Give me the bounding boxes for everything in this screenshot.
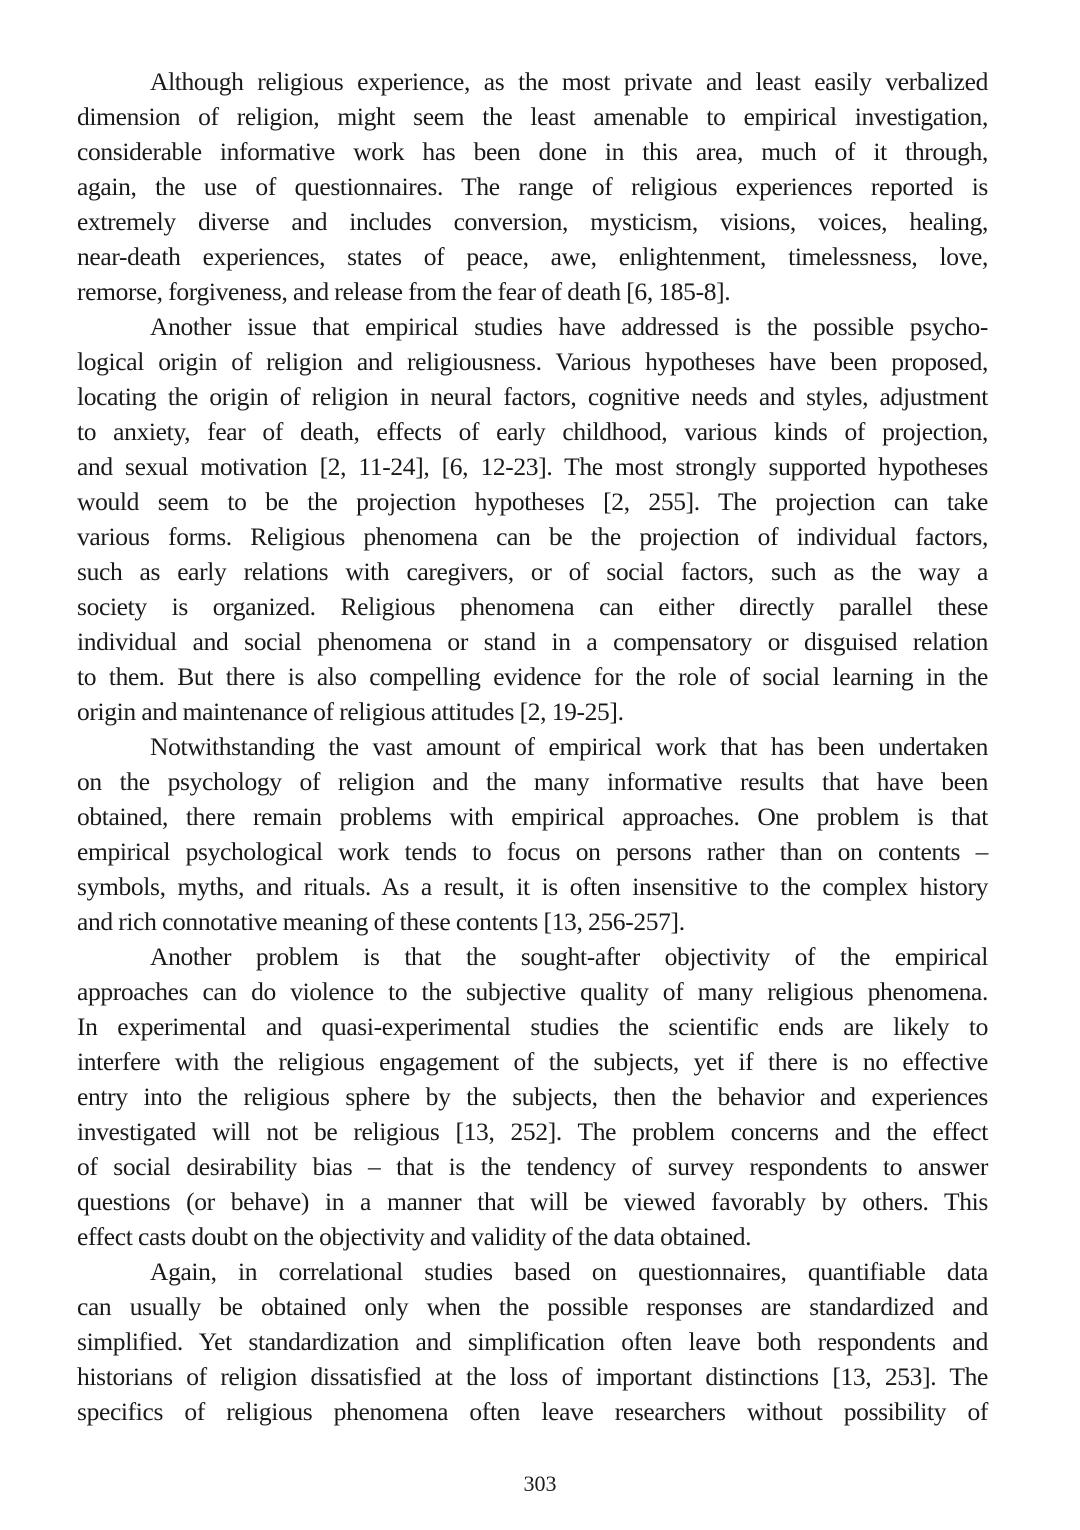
text-line: empirical psychological work tends to focus on persons rather than on contents –: [77, 837, 988, 866]
paragraph-correlational-studies: [77, 1254, 988, 1429]
text-line: obtained, there remain problems with empirical approaches. One problem is that: [77, 802, 988, 831]
text-line: near-death experiences, states of peace, awe, enlightenment, timelessness, love,: [77, 242, 988, 271]
text-line: such as early relations with caregivers, or of social factors, such as the way a: [77, 557, 988, 586]
paragraph-empirical-problems: [77, 729, 988, 939]
text-line: to them. But there is also compelling evidence for the role of social learning in the: [77, 662, 988, 691]
text-line: dimension of religion, might seem the least amenable to empirical investigation,: [77, 102, 988, 131]
text-line: and sexual motivation [2, 11-24], [6, 12-23]. The most strongly supported hypotheses: [77, 452, 988, 481]
text-line: Notwithstanding the vast amount of empirical work that has been undertaken: [150, 732, 988, 761]
text-line: symbols, myths, and rituals. As a result, it is often insensitive to the complex history: [77, 872, 988, 901]
paragraph-psychological-origin: [77, 309, 988, 729]
text-line: effect casts doubt on the objectivity and validity of the data obtained.: [77, 1222, 752, 1251]
text-line: society is organized. Religious phenomena can either directly parallel these: [77, 592, 988, 621]
document-page-body: [77, 64, 988, 1429]
paragraph-religious-experience: [77, 64, 988, 309]
text-line: Again, in correlational studies based on questionnaires, quantifiable data: [150, 1257, 988, 1286]
text-line: origin and maintenance of religious attitudes [2, 19-25].: [77, 697, 624, 726]
text-line: specifics of religious phenomena often leave researchers without possibility of: [77, 1397, 988, 1426]
text-line: interfere with the religious engagement of the subjects, yet if there is no effective: [77, 1047, 988, 1076]
text-line: approaches can do violence to the subjective quality of many religious phenomena.: [77, 977, 988, 1006]
text-line: remorse, forgiveness, and release from the fear of death [6, 185-8].: [77, 277, 731, 306]
text-line: would seem to be the projection hypotheses [2, 255]. The projection can take: [77, 487, 988, 516]
text-line: logical origin of religion and religiousness. Various hypotheses have been proposed,: [77, 347, 988, 376]
text-line: Another issue that empirical studies have addressed is the possible psycho-: [150, 312, 988, 341]
text-line: questions (or behave) in a manner that will be viewed favorably by others. This: [77, 1187, 988, 1216]
text-line: investigated will not be religious [13, 252]. The problem concerns and the effect: [77, 1117, 988, 1146]
text-line: In experimental and quasi-experimental studies the scientific ends are likely to: [77, 1012, 988, 1041]
text-line: Another problem is that the sought-after objectivity of the empirical: [150, 942, 988, 971]
text-line: considerable informative work has been done in this area, much of it through,: [77, 137, 988, 166]
text-line: to anxiety, fear of death, effects of early childhood, various kinds of projection,: [77, 417, 988, 446]
text-line: of social desirability bias – that is the tendency of survey respondents to answer: [77, 1152, 988, 1181]
page-number: 303: [523, 1471, 557, 1496]
text-line: various forms. Religious phenomena can be the projection of individual factors,: [77, 522, 988, 551]
text-line: individual and social phenomena or stand in a compensatory or disguised relation: [77, 627, 988, 656]
text-line: entry into the religious sphere by the subjects, then the behavior and experiences: [77, 1082, 988, 1111]
text-line: and rich connotative meaning of these contents [13, 256-257].: [77, 907, 685, 936]
text-line: historians of religion dissatisfied at the loss of important distinctions [13, 253]. The: [77, 1362, 988, 1391]
text-line: on the psychology of religion and the many informative results that have been: [77, 767, 988, 796]
text-line: simplified. Yet standardization and simplification often leave both respondents and: [77, 1327, 988, 1356]
paragraph-objectivity-problem: [77, 939, 988, 1254]
text-line: Although religious experience, as the most private and least easily verbalized: [150, 67, 988, 96]
text-line: extremely diverse and includes conversion, mysticism, visions, voices, healing,: [77, 207, 988, 236]
text-line: can usually be obtained only when the possible responses are standardized and: [77, 1292, 988, 1321]
text-line: locating the origin of religion in neural factors, cognitive needs and styles, adjustment: [77, 382, 988, 411]
text-line: again, the use of questionnaires. The range of religious experiences reported is: [77, 172, 988, 201]
